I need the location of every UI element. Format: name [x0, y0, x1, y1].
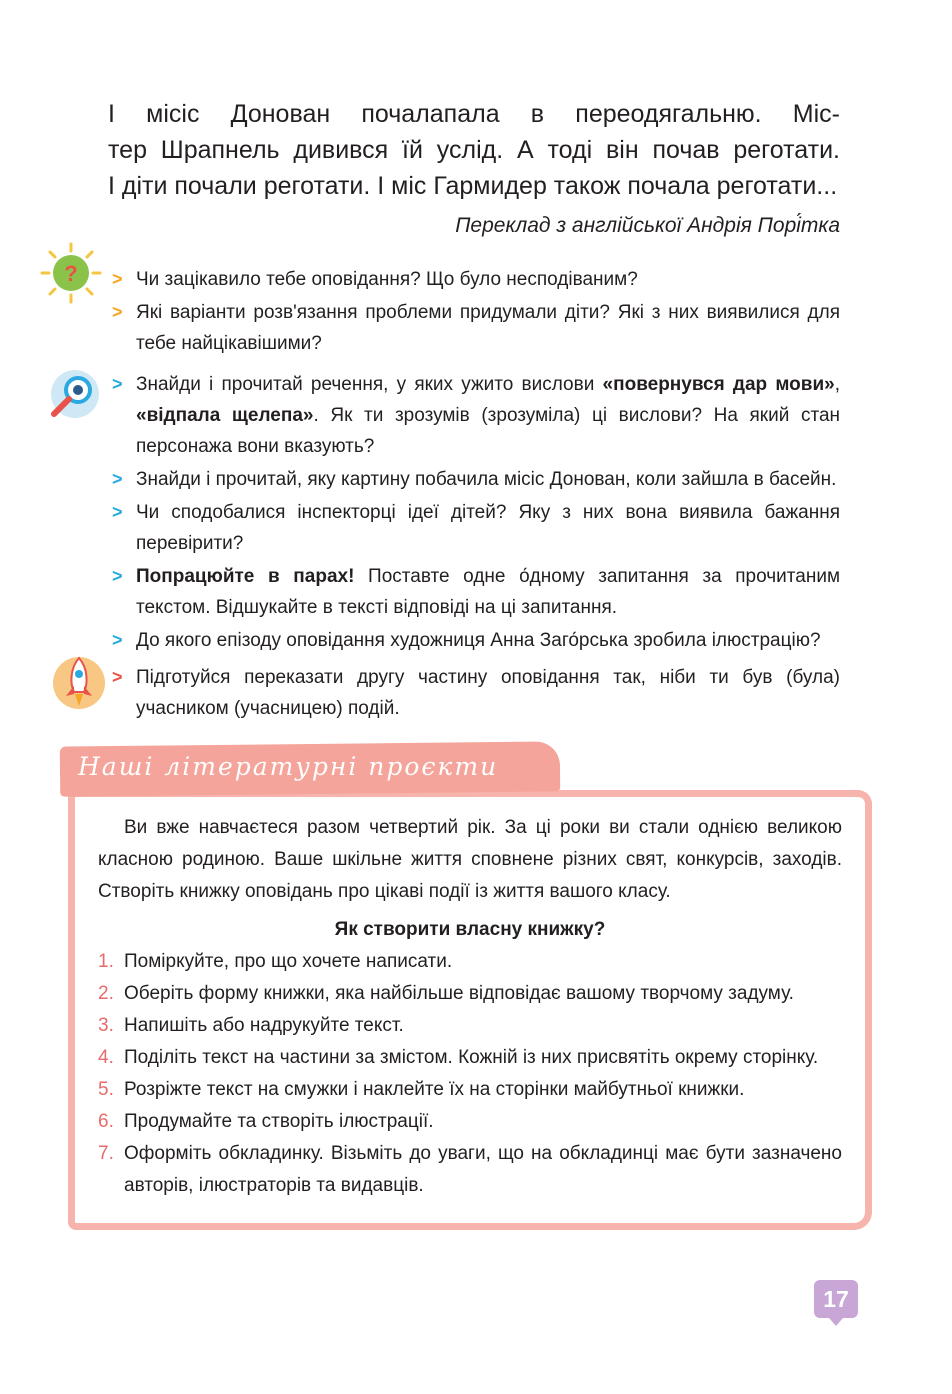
list-item: 3. Напишіть або надрукуйте текст. — [98, 1015, 404, 1036]
project-intro: Ви вже навчаєтеся разом четвертий рік. За ці роки ви стали однією великою класною родиною. Ваше шкільне життя сповнене різних свят, конкурсів, заходів. Створіть книжку оповідань про цікаві події із життя вашого класу. — [98, 817, 842, 902]
page-number: 17 — [814, 1280, 858, 1318]
list-item: 7. Оформіть обкладинку. Візьміть до уваги, що на обкладинці має бути зазначено авторів, ілюстраторів та видавців. — [98, 1143, 842, 1196]
project-subtitle: Як створити власну книжку? — [334, 919, 606, 940]
list-item: > Чи сподобалися інспекторці ідеї дітей? Яку з них вона виявила бажання перевірити? — [112, 502, 840, 554]
list-item: 2. Оберіть форму книжки, яка найбільше відповідає вашому творчому задуму. — [98, 983, 794, 1004]
list-item: > До якого епізоду оповідання художниця Анна Заго́рська зробила ілюстрацію? — [112, 630, 821, 651]
list-item: 4. Поділіть текст на частини за змістом. Кожній із них присвятіть окрему сторінку. — [98, 1047, 819, 1068]
project-content — [98, 812, 842, 1202]
steps-list — [98, 946, 842, 1202]
story-line: І діти почали реготати. І міс Гармидер також почала реготати... — [108, 172, 838, 200]
magnifier-eye-icon — [44, 364, 106, 426]
svg-text:?: ? — [64, 261, 78, 286]
list-item: 5. Розріжте текст на смужки і наклейте їх на сторінки майбутньої книжки. — [98, 1079, 745, 1100]
story-excerpt — [108, 96, 840, 204]
project-title: Наші літературні проєкти — [78, 752, 499, 781]
list-item: > Підготуйся переказати другу частину оповідання так, ніби ти був (була) учасником (учасницею) подій. — [112, 667, 840, 719]
translator-credit: Переклад з англійської Андрія Порі́тка — [455, 214, 840, 237]
question-list-3 — [112, 662, 840, 726]
list-item: 6. Продумайте та створіть ілюстрації. — [98, 1111, 434, 1132]
list-item: 1. Поміркуйте, про що хочете написати. — [98, 951, 453, 972]
list-item: > Які варіанти розв'язання проблеми придумали діти? Які з них виявилися для тебе найцікавішими? — [112, 302, 840, 354]
question-list-2 — [112, 369, 840, 658]
story-line: тер Шрапнель дивився їй услід. А тоді він почав реготати. — [108, 136, 840, 164]
list-item: > Знайди і прочитай, яку картину побачила місіс Донован, коли зайшла в басейн. — [112, 469, 837, 490]
question-icon — [40, 242, 102, 304]
story-line: І місіс Донован почалапала в переодягальню. Міс- — [108, 100, 840, 128]
rocket-icon — [48, 650, 110, 712]
list-item: > Попрацюйте в парах! Поставте одне о́дному запитання за прочитаним текстом. Відшукайте в тексті відповіді на ці запитання. — [112, 566, 841, 618]
question-list-1 — [112, 264, 840, 361]
list-item: > Чи зацікавило тебе оповідання? Що було несподіваним? — [112, 269, 638, 290]
list-item: > Знайди і прочитай речення, у яких ужито вислови «повернувся дар мови», «відпала щелепа». Як ти зрозумів (зрозуміла) ці вислови? На який стан персонажа вони вказують? — [112, 374, 841, 457]
